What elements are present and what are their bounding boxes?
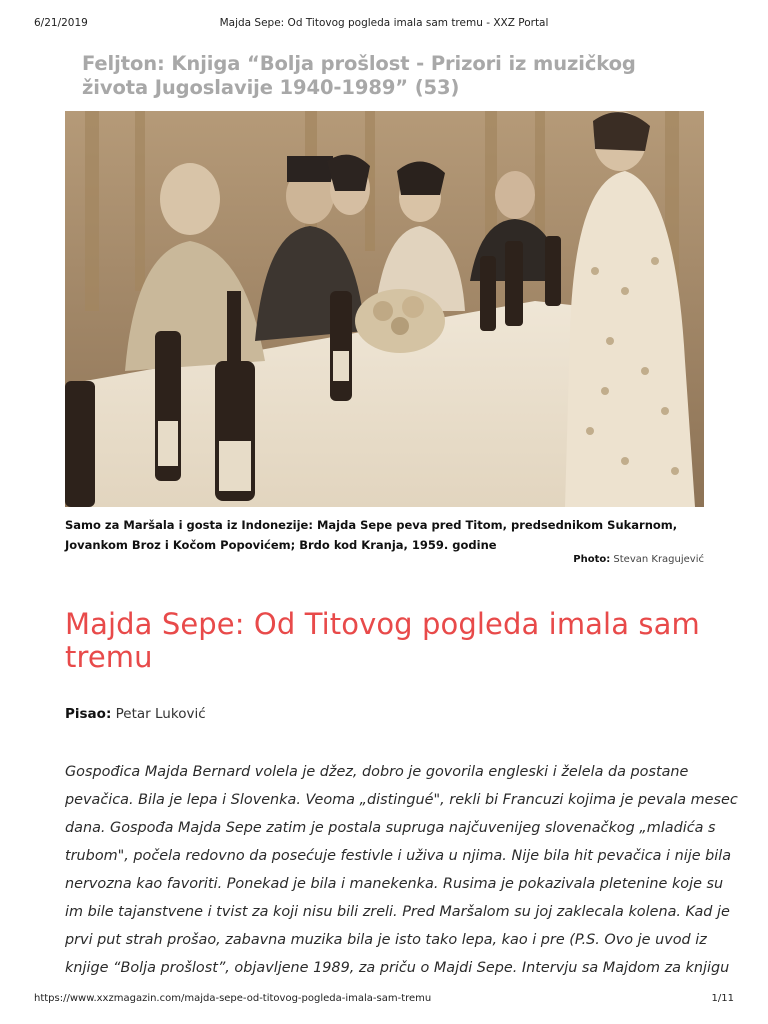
print-page-number: 1/11	[711, 993, 734, 1004]
print-footer	[34, 993, 734, 1007]
article-photo-image	[65, 111, 704, 507]
lead-line: im bile tajanstvene i tvist za koji nisu bili zreli. Pred Maršalom su joj zaklecala kolena. Kad je	[65, 904, 730, 920]
lead-line: knjige “Bolja prošlost”, objavljene 1989, za priču o Majdi Sepe. Intervju sa Majdom za knjigu	[65, 960, 730, 976]
article-headline: Majda Sepe: Od Titovog pogleda imala sam tremu	[65, 607, 700, 674]
byline	[65, 706, 206, 722]
print-url[interactable]: https://www.xxzmagazin.com/majda-sepe-od-titovog-pogleda-imala-sam-tremu	[34, 993, 432, 1004]
byline-label: Pisao:	[65, 706, 112, 722]
lead-line: prvi put strah prošao, zabavna muzika bila je isto tako lepa, kao i pre (P.S. Ovo je uvod iz	[65, 932, 707, 948]
lead-line: dana. Gospođa Majda Sepe zatim je postala supruga najčuvenijeg slovenačkog „mladića s	[65, 820, 716, 836]
lead-line: Gospođica Majda Bernard volela je džez, dobro je govorila engleski i želela da postane	[65, 764, 689, 780]
photo-credit	[573, 554, 704, 565]
print-page-title: Majda Sepe: Od Titovog pogleda imala sam tremu - XXZ Portal	[219, 17, 549, 29]
lead-line: trubom", počela redovno da posećuje festivle i uživa u njima. Nije bila hit pevačica i nije bila	[65, 848, 732, 864]
print-date: 6/21/2019	[34, 17, 88, 29]
photo-credit-label: Photo:	[573, 554, 611, 565]
lead-line: nervozna kao favoriti. Ponekad je bila i manekenka. Rusima je pokazivala pletenine koje su	[65, 876, 724, 892]
photo-caption: Samo za Maršala i gosta iz Indonezije: Majda Sepe peva pred Titom, predsednikom Sukarnom, Jovankom Broz i Kočom Popovićem; Brdo kod Kranja, 1959. godine	[65, 518, 678, 552]
print-header	[34, 17, 734, 31]
lead-line: pevačica. Bila je lepa i Slovenka. Veoma „distingué", rekli bi Francuzi kojima je pevala mesec	[65, 792, 738, 808]
byline-author-link[interactable]: Petar Luković	[115, 706, 206, 722]
photo-credit-name: Stevan Kragujević	[613, 554, 704, 565]
article-lead	[65, 758, 738, 982]
article-photo	[65, 111, 704, 507]
series-title: Feljton: Knjiga “Bolja prošlost - Prizori iz muzičkog života Jugoslavije 1940-1989” (53)	[82, 52, 636, 99]
